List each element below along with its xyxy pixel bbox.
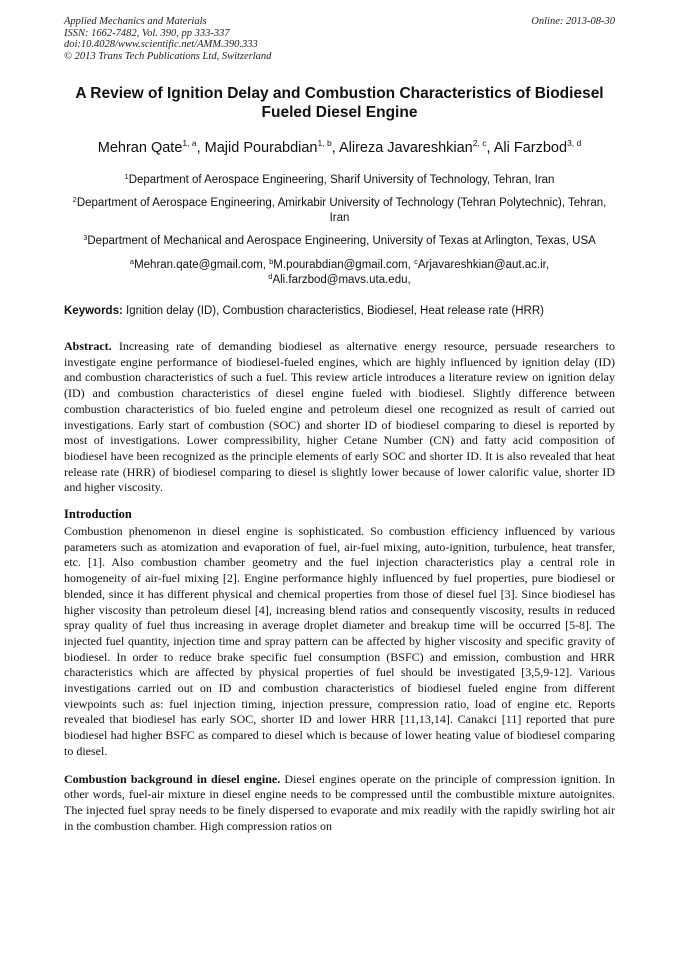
affiliation (64, 173, 615, 188)
online-date: Online: 2013-08-30 (531, 16, 615, 27)
abstract (64, 339, 615, 496)
affiliation-marker: 3 (83, 233, 88, 242)
combustion-section (64, 772, 615, 835)
journal-header (64, 16, 615, 62)
paper-title: A Review of Ignition Delay and Combustion Characteristics of Biodiesel Fueled Diesel Engine (75, 85, 604, 121)
author-affiliation-marker: 3, d (567, 138, 582, 148)
keywords (64, 304, 615, 319)
author-name: Majid Pourabdian (204, 140, 318, 156)
combustion-text: Diesel engines operate on the principle of compression ignition. In other words, fuel-air mixture in diesel engine needs to be compressed until the combustible mixture autoignites. The injected fuel spray needs to be finely dispersed to evaporate and mix readily with the rapidly swirling hot air in the combustion chamber. High compression ratios on (64, 771, 615, 833)
abstract-label: Abstract. (64, 339, 112, 353)
affiliation-text: Department of Aerospace Engineering, Amirkabir University of Technology (Tehran Polytechnic), Tehran, Iran (76, 197, 607, 224)
introduction-text: Combustion phenomenon in diesel engine is sophisticated. So combustion efficiency influenced by various parameters such as atomization and evaporation of fuel, air-fuel mixing, auto-ignition, turbulence, heat transfer, etc. [1]. Also combustion chamber geometry and the fuel injection characteristics play a central role in homogeneity of air-fuel mixing [2]. Engine performance highly influenced by fuel properties, pure biodiesel or blended, since it has different physical and chemical properties from those of diesel fuel [3]. Since biodiesel has higher viscosity than petroleum diesel [4], increasing blend ratios and consequently viscosity, results in reduced spray quality of fuel thus increasing in average droplet diameter and breakup time will be occurred [5-8]. The injected fuel quantity, injection time and spray pattern can be affected by higher viscosity and specific gravity of biodiesel. In order to reduce brake specific fuel consumption (BSFC) and emission, combustion and HRR characteristics which are affected by physical properties of fuel should be investigated [3,5,9-12]. Various investigations carried out on ID and combustion characteristics of biodiesel fueled engine from different viewpoints such as: fuel injection timing, injection pressure, compression ratio, load of engine etc. Reports revealed that biodiesel has early SOC, shorter ID and lower HRR [11,13,14]. Canakci [11] reported that pure biodiesel had higher BSFC as compared to diesel which is because of lower heating value of biodiesel comparing to diesel. (64, 524, 615, 758)
email-link[interactable]: M.pourabdian@gmail.com, (273, 259, 411, 271)
author-name: Ali Farzbod (493, 140, 568, 156)
email-link[interactable]: Arjavareshkian@aut.ac.ir, (417, 259, 550, 271)
email-link[interactable]: Mehran.qate@gmail.com, (134, 259, 266, 271)
journal-name: Applied Mechanics and Materials (64, 16, 207, 27)
keywords-text: Ignition delay (ID), Combustion characteristics, Biodiesel, Heat release rate (HRR) (126, 305, 544, 317)
author-affiliation-marker: 1, b (317, 138, 332, 148)
affiliation (64, 234, 615, 249)
journal-copyright: © 2013 Trans Tech Publications Ltd, Switzerland (64, 50, 272, 62)
email-marker: d (268, 272, 273, 281)
email-link[interactable]: Ali.farzbod@mavs.uta.edu, (272, 274, 411, 286)
author-affiliation-marker: 1, a (182, 138, 197, 148)
email-marker: a (129, 257, 135, 266)
keywords-label: Keywords: (64, 305, 123, 317)
email-marker: b (269, 257, 274, 266)
author-list: Mehran Qate$^{1, a}$, Majid Pourabdian$^{1, b}$, Alireza Javareshkian$^{2, c}$, Ali Farzbod$^{3, d}$ (97, 138, 582, 156)
combustion-heading: Combustion background in diesel engine. (64, 771, 281, 786)
introduction-heading: Introduction (64, 507, 132, 522)
affiliation (64, 196, 615, 226)
email-marker: c (414, 257, 418, 266)
affiliation-text: Department of Mechanical and Aerospace Engineering, University of Texas at Arlington, Texas, USA (87, 235, 596, 247)
author-affiliation-marker: 2, c (472, 138, 487, 148)
author-name: Alireza Javareshkian (338, 140, 473, 156)
affiliation-text: Department of Aerospace Engineering, Sharif University of Technology, Tehran, Iran (128, 174, 555, 186)
journal-doi: doi:10.4028/www.scientific.net/AMM.390.333 (64, 39, 258, 50)
affiliation-marker: 1 (124, 172, 129, 181)
journal-issn: ISSN: 1662-7482, Vol. 390, pp 333-337 (64, 27, 230, 39)
affiliation-marker: 2 (72, 195, 77, 204)
author-name: Mehran Qate (97, 140, 183, 156)
author-emails (64, 258, 615, 288)
abstract-text: Increasing rate of demanding biodiesel as alternative energy resource, persuade researchers to investigate engine performance of biodiesel-fueled engines, which are highly influenced by ignition delay (ID) and combustion characteristics of such a fuel. This review article introduces a literature review on ignition delay (ID) and combustion characteristics of diesel engine fueled with biodiesel. Slightly difference between combustion characteristics of bio fueled engine and petroleum diesel one recognized as result of carried out investigations. Early start of combustion (SOC) and shorter ID of biodiesel comparing to diesel is reported by most of investigations. Lower compressibility, higher Cetane Number (CN) and fatty acid composition of biodiesel have been recognized as the principle elements of early SOC and shorter ID. It is also revealed that heat release rate (HRR) of biodiesel comparing to diesel is slightly lower because of lower calorific value, shorter ID and higher viscosity. (64, 339, 616, 495)
